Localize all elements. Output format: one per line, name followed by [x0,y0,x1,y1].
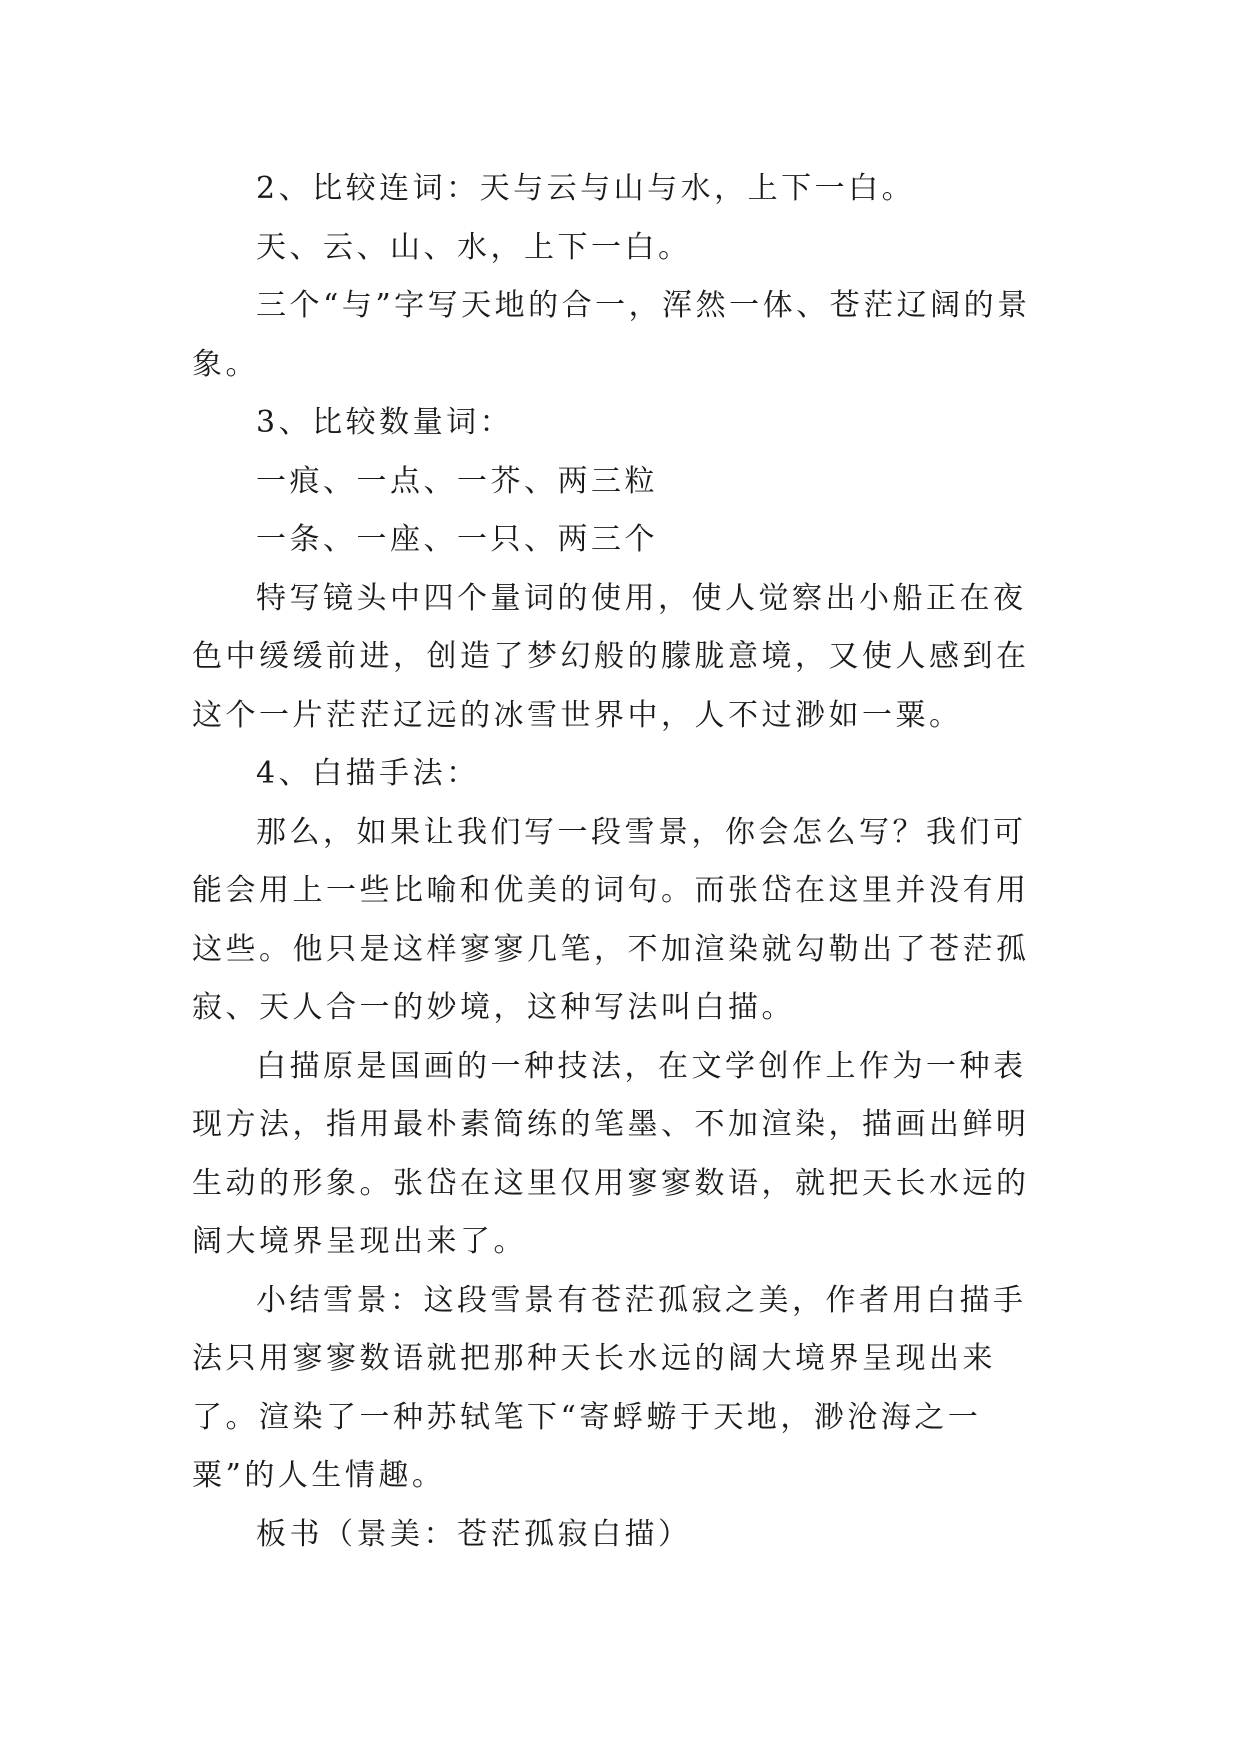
paragraph-line-drawing-definition: 白描原是国画的一种技法，在文学创作上作为一种表现方法，指用最朴素简练的笔墨、不加渲染，描画出鲜明生动的形象。张岱在这里仅用寥寥数语，就把天长水远的阔大境界呈现出来了。 [192,1048,1030,1259]
paragraph-conjunction-effect: 三个“与”字写天地的合一，浑然一体、苍茫辽阔的景象。 [192,288,1031,382]
paragraph-compare-conjunctions: 2、比较连词：天与云与山与水，上下一白。 [256,171,916,206]
paragraph-blackboard-notes: 板书（景美：苍茫孤寂白描） [256,1516,692,1552]
paragraph-line-drawing-heading: 4、白描手法： [256,756,480,791]
paragraph-snow-summary: 小结雪景：这段雪景有苍茫孤寂之美，作者用白描手法只用寥寥数语就把那种天长水远的阔大境界呈现出来了。渲染了一种苏轼笔下“寄蜉蝣于天地，渺沧海之一粟”的人生情趣。 [192,1282,1027,1493]
paragraph-example-no-conjunctions: 天、云、山、水，上下一白。 [256,229,692,265]
paragraph-measure-words-alternative: 一条、一座、一只、两三个 [256,522,658,557]
paragraph-compare-measure-words: 3、比较数量词： [256,405,514,440]
paragraph-line-drawing-question: 那么，如果让我们写一段雪景，你会怎么写？我们可能会用上一些比喻和优美的词句。而张岱在这里并没有用这些。他只是这样寥寥几笔，不加渲染就勾勒出了苍茫孤寂、天人合一的妙境，这种写法叫白描。 [192,814,1030,1025]
paragraph-measure-words-effect: 特写镜头中四个量词的使用，使人觉察出小船正在夜色中缓缓前进，创造了梦幻般的朦胧意境，又使人感到在这个一片茫茫辽远的冰雪世界中，人不过渺如一粟。 [192,580,1030,733]
paragraph-measure-words-original: 一痕、一点、一芥、两三粒 [256,463,658,499]
document-body [192,160,1052,1564]
